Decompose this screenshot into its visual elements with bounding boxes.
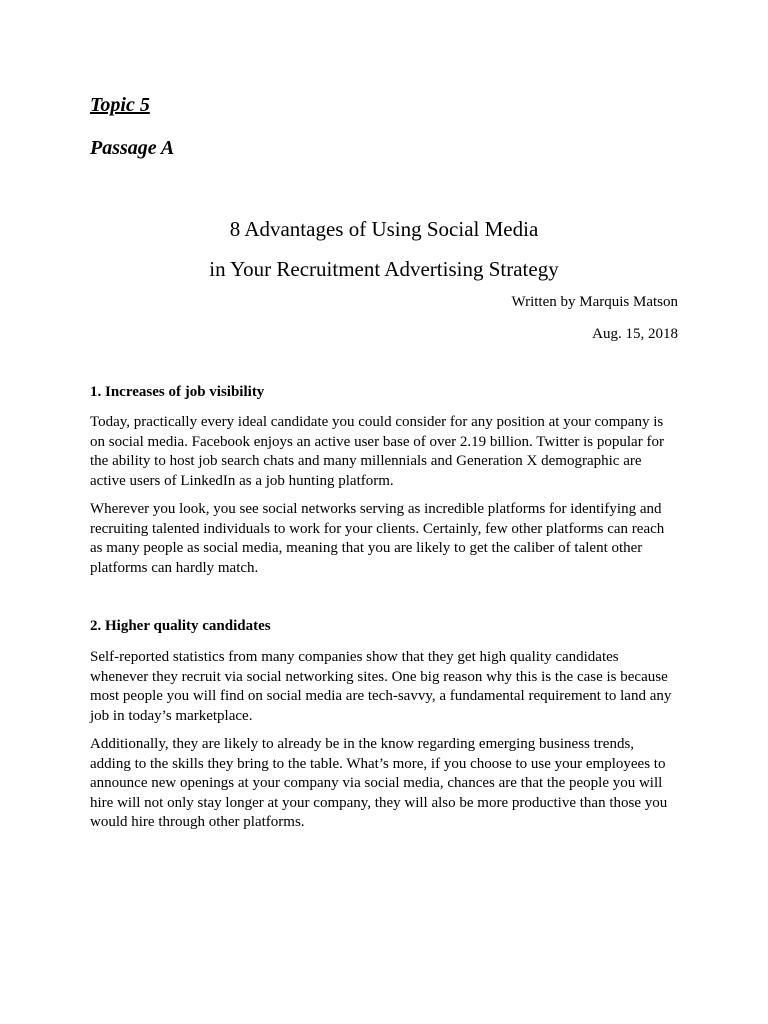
text-line: the ability to host job search chats and many millennials and Generation X demographic are: [90, 453, 642, 469]
author-byline: Written by Marquis Matson: [511, 294, 678, 310]
text-line: Wherever you look, you see social networks serving as incredible platforms for identifying and: [90, 501, 662, 517]
text-line: recruiting talented individuals to work for your clients. Certainly, few other platforms can reach: [90, 520, 665, 537]
section-1-paragraph-1: [90, 413, 690, 491]
publish-date: Aug. 15, 2018: [592, 326, 678, 342]
text-line: platforms can hardly match.: [90, 559, 259, 576]
article-title-line-1: 8 Advantages of Using Social Media: [229, 217, 539, 241]
text-line: announce new openings at your company via social media, chances are that the people you will: [90, 775, 663, 791]
text-line: would hire through other platforms.: [90, 814, 305, 830]
text-line: most people you will find on social media are tech-savvy, a fundamental requirement to land any: [90, 688, 672, 704]
text-line: as many people as social media, meaning that you are likely to get the caliber of talent other: [90, 540, 643, 556]
section-1-paragraph-2: [90, 500, 690, 578]
section-2-heading: 2. Higher quality candidates: [90, 618, 271, 634]
article-title-line-2: in Your Recruitment Advertising Strategy: [209, 257, 559, 281]
text-line: Self-reported statistics from many companies show that they get high quality candidates: [90, 649, 619, 665]
text-line: active users of LinkedIn as a job hunting platform.: [90, 472, 394, 489]
text-line: hire will not only stay longer at your company, they will also be more productive than those you: [90, 794, 668, 811]
text-line: Today, practically every ideal candidate you could consider for any position at your company is: [90, 414, 664, 430]
passage-label: Passage A: [90, 137, 175, 159]
text-line: on social media. Facebook enjoys an active user base of over 2.19 billion. Twitter is popular for: [90, 433, 664, 450]
section-2-paragraph-1: [90, 648, 690, 726]
text-line: job in today’s marketplace.: [90, 707, 253, 724]
section-2-paragraph-2: [90, 735, 690, 833]
section-1-heading: 1. Increases of job visibility: [90, 384, 265, 400]
text-line: adding to the skills they bring to the table. What’s more, if you choose to use your employees to: [90, 755, 666, 772]
topic-label: Topic 5: [90, 94, 150, 116]
text-line: whenever they recruit via social networking sites. One big reason why this is the case is because: [90, 668, 668, 685]
text-line: Additionally, they are likely to already be in the know regarding emerging business trends,: [90, 736, 635, 752]
